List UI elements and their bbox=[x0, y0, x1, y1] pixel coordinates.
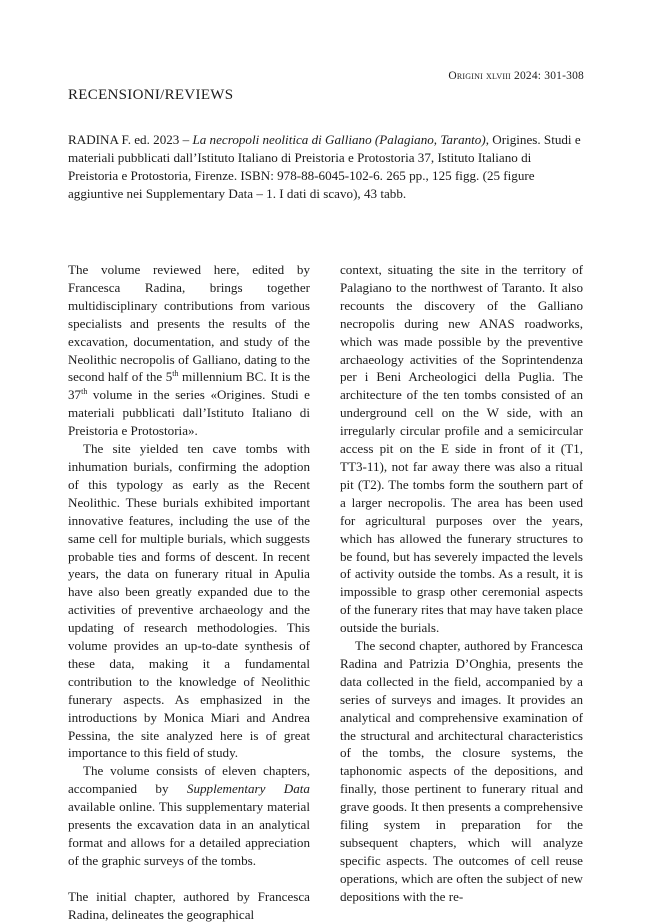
paragraph bbox=[68, 762, 310, 869]
superscript: th bbox=[81, 387, 88, 397]
superscript: th bbox=[172, 369, 179, 379]
text-span: millennium BC. It is the 37 bbox=[68, 369, 310, 403]
citation-authors: RADINA F. ed. 2023 – bbox=[68, 132, 193, 147]
citation-title: La necropoli neolitica di Galliano (Palagiano, Taranto) bbox=[192, 132, 486, 147]
book-citation bbox=[68, 131, 584, 203]
citation-details: , Origines. Studi e materiali pubblicati dall’Istituto Italiano di Preistoria e Protostoria 37, Istituto Italiano di Preistoria e Protostoria, Firenze. ISBN: 978-88-6045-102-6. 265 pp., 125 figg. (25 figure aggiuntive nei Supplementary Data – 1. I dati di scavo), 43 tabb. bbox=[68, 132, 581, 201]
paragraph: context, situating the site in the territory of Palagiano to the northwest of Taranto. It also recounts the discovery of the Galliano necropolis during new ANAS roadworks, which was made possible by the preventive archaeology activities of the Soprintendenza per i Beni Archeologici della Puglia. The architecture of the ten tombs consisted of an underground cell on the W side, with an irregularly circular profile and a semicircular access pit on the E side in front of it (T1, TT3-11), not far away there was also a ritual pit (T2). The tombs form the southern part of a larger necropolis. The area has been used for agricultural purposes over the years, which has allowed the funerary structures to be found, but has severely impacted the levels of activity outside the tombs. As a result, it is impossible to grasp other ceremonial aspects of the funerary rites that may have taken place outside the burials. bbox=[340, 262, 583, 636]
journal-name: Origini xlviii bbox=[448, 70, 511, 82]
left-column bbox=[68, 261, 310, 924]
paragraph: The site yielded ten cave tombs with inhumation burials, confirming the adoption of this typology as early as the Recent Neolithic. These burials exhibited important innovative features, including the use of the same cell for multiple burials, which suggests probable ties and forms of descent. In recent years, the data on funerary ritual in Apulia have also been greatly expanded due to the activities of preventive archaeology and the updating of research methodologies. This volume provides an up-to-date synthesis of these data, making it a fundamental contribution to the knowledge of Neolithic funerary aspects. As emphasized in the introductions by Monica Miari and Andrea Pessina, the site analyzed here is of great importance to this field of study. bbox=[68, 441, 310, 761]
text-span: available online. This supplementary material presents the excavation data in an analytical format and allows for a detailed appreciation of the graphic surveys of the tombs. bbox=[68, 799, 310, 868]
text-span: The volume consists of eleven chapters, accompanied by bbox=[68, 763, 310, 797]
right-column bbox=[340, 261, 583, 906]
section-title: RECENSIONI/REVIEWS bbox=[68, 87, 234, 103]
italic-text: Supplementary Data bbox=[186, 781, 310, 797]
text-span: volume in the series «Origines. Studi e materiali pubblicati dall’Istituto Italiano di Preistoria e Protostoria». bbox=[68, 387, 310, 439]
paragraph bbox=[68, 261, 310, 440]
page-range: 2024: 301-308 bbox=[514, 70, 584, 82]
paragraph: The second chapter, authored by Francesca Radina and Patrizia D’Onghia, presents the data collected in the field, accompanied by a series of surveys and images. It provides an analytical and comprehensive examination of the structural and architectural characteristics of the tombs, the closure systems, the taphonomic aspects of the depositions, and finally, those pertinent to funerary ritual and grave goods. It then presents a comprehensive filing system in preparation for the subsequent chapters, which will analyze specific aspects. The outcomes of cell reuse operations, which are often the subject of new depositions with the re- bbox=[340, 638, 583, 904]
text-span: The volume reviewed here, edited by Francesca Radina, brings together multidisciplinary contributions from various specialists and presents the results of the excavation, documentation, and study of the Neolithic necropolis of Galliano, dating to the second half of the 5 bbox=[68, 262, 310, 385]
running-head bbox=[448, 70, 584, 82]
paragraph: The initial chapter, authored by Francesca Radina, delineates the geographical bbox=[68, 888, 310, 922]
